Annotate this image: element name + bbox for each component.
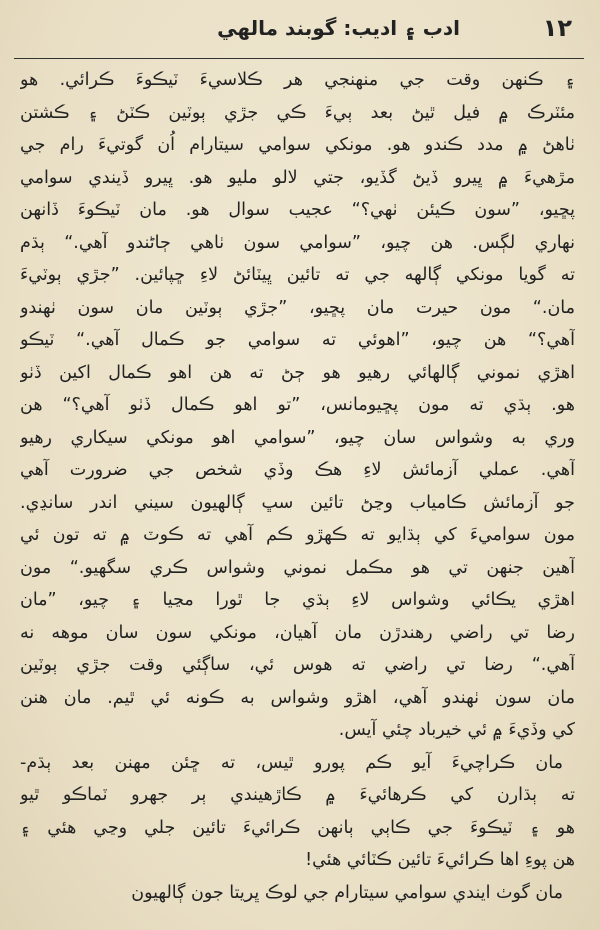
text-line: پڇيو، ”سون ڪيئن ٺهي؟“ عجيب سوال هو. مان ٽيڪوءَ ڏانهن (20, 200, 575, 220)
text-line: آهين جنهن تي هو مڪمل نموني وشواس ڪري سگهيو.“ مون (20, 557, 575, 578)
text-line: ته گويا مونکي ڳالهه جي ته تائين ڀيٽائڻ لاءِ ڇپائين. ”جڙي ٻوٽيءَ (20, 265, 575, 285)
text-line: ته ٻڌارن کي ڪرهائيءَ ۾ ڪاڙهيندي ٻر جهرو ٽماڪو ٿيو (20, 785, 575, 805)
text-line: هو. ٻڌي ته مون پڇيومانس، ”تو اهو ڪمال ڏٺو آهي؟“ هن (20, 395, 575, 415)
paragraph (20, 747, 575, 877)
text-line: کي وڏيءَ ۾ ئي خيرباد چئي آيس. (338, 720, 575, 740)
text-line: اهڙي نموني ڳالهائي رهيو هو ڄڻ ته هن اهو ڪمال اکين ڏٺو (20, 362, 575, 383)
page-body (20, 64, 575, 909)
header-rule (14, 58, 584, 60)
text-line: مئٽرڪ ۾ فيل ٿيڻ بعد ٻيءَ ڪي جڙي ٻوٽين ڪٽڻ ۽ ڪشتن (20, 102, 575, 123)
paragraph (20, 64, 575, 747)
text-line: جو آزمائش ڪامياب وڃڻ تائين سڀ ڳالهيون سيني اندر سانڍي. (20, 492, 575, 513)
text-line: مان گوٺ ايندي سوامي سيتارام جي لوڪ ڀريتا جون ڳالهيون (131, 882, 563, 903)
text-line: مان ڪراچيءَ آيو ڪم پورو ٿيس، ته ڇئن مهنن بعد ٻڌم- (20, 752, 563, 773)
text-line: هن پوءِ اها ڪرائيءَ تائين ڪٽائي هئي! (305, 850, 575, 870)
text-line: آهي؟“ هن چيو، ”اهوئي ته سوامي جو ڪمال آهي.“ ٽيڪو (20, 330, 575, 350)
text-line: مان سون ٺهندو آهي، اهڙو وشواس به ڪونه ئي ٿيم. مان هنن (20, 687, 575, 708)
text-line: وري به وشواس سان چيو، ”سوامي اهو مونکي سيکاري رهيو (20, 427, 575, 448)
text-line: ٺاهڻ ۾ مدد ڪندو هو. مونکي سوامي سيتارام اُن گوتيءَ رام جي (20, 135, 575, 155)
text-line: مڙهيءَ ۾ ڀيرو ڏيڻ گڏيو، جتي لالو مليو هو. ڀيرو ڏيندي سوامي (20, 167, 575, 188)
paragraph (20, 877, 575, 910)
page-header (0, 8, 600, 54)
page-number: ١٢ (542, 14, 572, 42)
text-line: آهي.“ رضا تي راضي ته هوس ئي، ساڳئي وقت جڙي ٻوٽين (20, 655, 575, 675)
text-line: رضا تي راضي رهندڙن مان آهيان، مونکي سون سان موهه نه (20, 622, 575, 643)
text-line: اهڙي يڪائي وشواس لاءِ ٻڌي جا ٿورا مڃيا ۽ چيو، ”مان (20, 590, 575, 610)
text-line: هو ۽ ٽيڪوءَ جي ڪاٻي ٻانهن ڪرائيءَ تائين جلي وڃي هئي ۽ (20, 817, 575, 838)
text-line: نهاري لڳس. هن چيو، ”سوامي سون ٺاهي ڄاڻندو آهي.“ ٻڌم (20, 232, 575, 253)
text-line: آهي. عملي آزمائش لاءِ هڪ وڏي شخص جي ضرورت آهي (20, 460, 575, 480)
text-line: مان.“ مون حيرت مان پڇيو، ”جڙي ٻوٽين مان سون ٺهندو (20, 297, 575, 318)
running-title: ادب ۽ اديب: گوبند مالهي (217, 16, 460, 40)
text-line: ۽ ڪنهن وقت جي منهنجي هر ڪلاسيءَ ٽيڪوءَ ڪرائي. هو (20, 70, 575, 90)
text-line: مون سواميءَ کي ٻڌايو ته ڪهڙو ڪم آهي ته ڪوٽ ۾ ته تون ئي (20, 525, 575, 545)
